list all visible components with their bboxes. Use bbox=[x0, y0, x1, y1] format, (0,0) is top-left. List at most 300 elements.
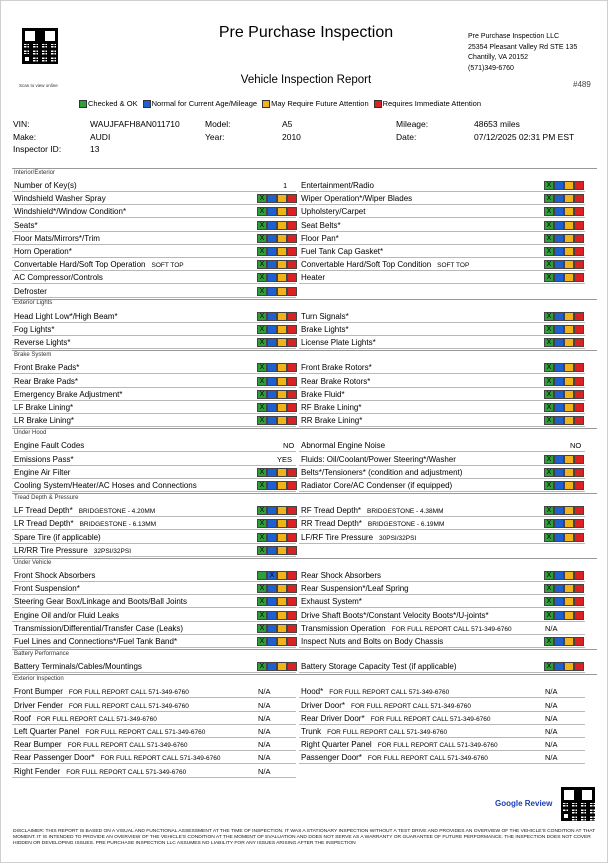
status-g-box-icon: X bbox=[544, 390, 554, 399]
inspection-item-label bbox=[301, 595, 362, 608]
item-note: FOR FULL REPORT CALL 571-349-6760 bbox=[66, 768, 187, 776]
mileage-label: Mileage: bbox=[396, 119, 429, 129]
item-value: N/A bbox=[258, 700, 271, 710]
item-name: Defroster bbox=[14, 286, 47, 296]
status-indicator bbox=[257, 546, 297, 555]
status-r-box-icon bbox=[287, 325, 297, 334]
status-r-box-icon bbox=[574, 312, 584, 321]
google-review-link[interactable]: Google Review bbox=[495, 799, 553, 808]
legend-label: May Require Future Attention bbox=[271, 99, 369, 108]
status-g-box-icon: X bbox=[544, 662, 554, 671]
inspection-row bbox=[12, 205, 296, 218]
inspection-item-label bbox=[301, 453, 456, 466]
status-g-box-icon: X bbox=[257, 624, 267, 633]
legend-swatch-icon bbox=[143, 100, 151, 108]
inspection-item-label bbox=[301, 531, 416, 545]
item-note: BRIDGESTONE - 6.19MM bbox=[367, 521, 445, 529]
status-b-box-icon bbox=[267, 637, 277, 646]
status-y-box-icon bbox=[277, 312, 287, 321]
status-indicator bbox=[544, 221, 584, 230]
item-name: Wiper Operation*/Wiper Blades bbox=[301, 194, 413, 204]
inspection-item-label bbox=[301, 271, 325, 284]
section-title: Interior/Exterior bbox=[14, 169, 56, 176]
inspection-row bbox=[299, 751, 585, 764]
item-note: FOR FULL REPORT CALL 571-349-6760 bbox=[36, 715, 157, 723]
item-name: Inspect Nuts and Bolts on Body Chassis bbox=[301, 637, 444, 646]
status-g-box-icon: X bbox=[544, 597, 554, 606]
item-name: Heater bbox=[301, 273, 326, 283]
status-indicator bbox=[544, 181, 584, 190]
item-name: Turn Signals* bbox=[301, 311, 349, 321]
inspection-item-label bbox=[301, 582, 409, 595]
status-y-box-icon bbox=[277, 338, 287, 347]
inspection-item-label bbox=[14, 285, 47, 298]
status-g-box-icon: X bbox=[257, 234, 267, 243]
status-b-box-icon bbox=[554, 325, 564, 334]
google-review-qr-icon[interactable] bbox=[561, 787, 595, 821]
inspection-row bbox=[12, 479, 296, 492]
item-value: N/A bbox=[258, 713, 271, 723]
inspection-item-label bbox=[14, 725, 205, 739]
status-g-box-icon: X bbox=[257, 468, 267, 477]
status-g-box-icon: X bbox=[257, 247, 267, 256]
status-y-box-icon bbox=[277, 584, 287, 593]
inspection-item-label bbox=[301, 310, 349, 323]
status-indicator bbox=[257, 637, 297, 646]
status-b-box-icon bbox=[554, 390, 564, 399]
item-name: Rear Brake Pads* bbox=[14, 376, 79, 386]
inspector-value: 13 bbox=[90, 144, 100, 154]
status-r-box-icon bbox=[287, 468, 297, 477]
item-name: Transmission Operation bbox=[301, 623, 386, 633]
inspection-item-label bbox=[301, 179, 374, 192]
model-label: Model: bbox=[205, 119, 231, 129]
item-name: Floor Pan* bbox=[301, 233, 339, 243]
status-y-box-icon bbox=[277, 519, 287, 528]
status-g-box-icon: X bbox=[257, 325, 267, 334]
inspection-item-label bbox=[14, 401, 73, 414]
item-name: RR Tread Depth* bbox=[301, 519, 362, 529]
section-divider bbox=[12, 350, 597, 351]
status-indicator bbox=[544, 403, 584, 412]
status-indicator bbox=[257, 481, 297, 490]
status-b-box-icon bbox=[554, 571, 564, 580]
item-value: NO bbox=[570, 441, 582, 451]
item-note: BRIDGESTONE - 4.20MM bbox=[78, 508, 156, 516]
inspection-row bbox=[299, 388, 585, 401]
legend-label: Requires Immediate Attention bbox=[382, 99, 482, 108]
status-r-box-icon bbox=[574, 416, 584, 425]
status-indicator bbox=[544, 519, 584, 528]
status-g-box-icon: X bbox=[544, 221, 554, 230]
item-name: LF/RF Tire Pressure bbox=[301, 532, 374, 542]
item-value: 1 bbox=[283, 181, 288, 190]
company-city: Chantilly, VA 20152 bbox=[468, 54, 529, 61]
inspection-row bbox=[299, 738, 585, 751]
inspection-row bbox=[12, 453, 296, 466]
inspection-row bbox=[12, 531, 296, 544]
status-y-box-icon bbox=[564, 247, 574, 256]
date-value: 07/12/2025 02:31 PM EST bbox=[474, 131, 575, 142]
item-name: Windshield*/Window Condition* bbox=[14, 207, 127, 217]
status-y-box-icon bbox=[564, 571, 574, 580]
status-b-box-icon bbox=[267, 363, 277, 372]
status-indicator bbox=[544, 247, 584, 256]
status-b-box-icon bbox=[267, 273, 277, 282]
item-name: Passenger Door* bbox=[301, 753, 362, 763]
inspection-item-label bbox=[14, 712, 157, 726]
vehicle-info-labels-3 bbox=[396, 118, 428, 143]
status-r-box-icon bbox=[287, 338, 297, 347]
status-indicator bbox=[544, 611, 584, 620]
inspection-item-label bbox=[301, 205, 365, 218]
status-y-box-icon bbox=[277, 325, 287, 334]
status-g-box-icon: X bbox=[544, 377, 554, 386]
status-g-box-icon: X bbox=[544, 338, 554, 347]
item-value: N/A bbox=[545, 687, 558, 697]
inspection-item-label bbox=[14, 738, 188, 752]
inspection-row bbox=[12, 310, 296, 323]
status-g-box-icon: X bbox=[544, 506, 554, 515]
inspection-row bbox=[299, 323, 585, 336]
item-name: Cooling System/Heater/AC Hoses and Connections bbox=[14, 481, 197, 490]
inspection-row bbox=[299, 414, 585, 427]
status-r-box-icon bbox=[574, 584, 584, 593]
inspection-item-label bbox=[14, 271, 103, 284]
status-r-box-icon bbox=[287, 416, 297, 425]
section-divider bbox=[12, 299, 597, 300]
status-r-box-icon bbox=[574, 363, 584, 372]
item-note: FOR FULL REPORT CALL 571-349-6760 bbox=[68, 689, 189, 697]
status-g-box-icon: X bbox=[544, 481, 554, 490]
status-b-box-icon bbox=[554, 519, 564, 528]
item-name: LF Tread Depth* bbox=[14, 506, 73, 516]
status-y-box-icon bbox=[277, 468, 287, 477]
inspection-row bbox=[299, 401, 585, 414]
status-indicator bbox=[257, 519, 297, 528]
item-name: Windshield Washer Spray bbox=[14, 194, 106, 204]
item-value: N/A bbox=[258, 687, 271, 697]
inspection-item-label bbox=[14, 635, 177, 648]
inspection-row bbox=[12, 751, 296, 764]
inspection-row bbox=[12, 595, 296, 608]
status-b-box-icon bbox=[554, 194, 564, 203]
year-label: Year: bbox=[205, 131, 225, 142]
date-label: Date: bbox=[396, 131, 417, 142]
vehicle-info-labels-2 bbox=[205, 118, 231, 143]
inspection-item-label bbox=[301, 466, 462, 479]
inspection-item-label bbox=[301, 751, 488, 765]
item-value: N/A bbox=[545, 753, 558, 763]
status-b-box-icon bbox=[267, 546, 277, 555]
status-y-box-icon bbox=[277, 273, 287, 282]
status-indicator bbox=[544, 234, 584, 243]
legend-item bbox=[143, 99, 257, 108]
section-title: Exterior Inspection bbox=[14, 675, 64, 682]
status-y-box-icon bbox=[277, 363, 287, 372]
item-value: N/A bbox=[545, 700, 558, 710]
inspection-row bbox=[299, 622, 585, 635]
status-y-box-icon bbox=[564, 662, 574, 671]
inspection-row bbox=[299, 310, 585, 323]
inspection-row bbox=[299, 582, 585, 595]
status-y-box-icon bbox=[277, 611, 287, 620]
status-r-box-icon bbox=[287, 377, 297, 386]
inspection-row bbox=[299, 375, 585, 388]
status-y-box-icon bbox=[564, 506, 574, 515]
item-name: Exhaust System* bbox=[301, 597, 362, 607]
page-title: Pre Purchase Inspection bbox=[218, 24, 394, 41]
status-r-box-icon bbox=[574, 403, 584, 412]
legend-item bbox=[79, 99, 138, 108]
item-name: LR/RR Tire Pressure bbox=[14, 545, 88, 555]
inspection-row bbox=[12, 219, 296, 232]
status-g-box-icon: X bbox=[544, 363, 554, 372]
inspection-item-label bbox=[14, 479, 197, 492]
status-b-box-icon bbox=[267, 247, 277, 256]
inspection-row bbox=[12, 271, 296, 284]
status-r-box-icon bbox=[574, 181, 584, 190]
inspection-row bbox=[299, 271, 585, 284]
inspection-row bbox=[12, 635, 296, 648]
item-note: FOR FULL REPORT CALL 571-349-6760 bbox=[85, 729, 206, 736]
status-indicator bbox=[257, 468, 297, 477]
item-name: Engine Oil and/or Fluid Leaks bbox=[14, 610, 119, 620]
status-indicator bbox=[257, 403, 297, 412]
inspection-item-label bbox=[14, 310, 118, 323]
vehicle-info-values-1 bbox=[90, 118, 180, 156]
section-divider bbox=[12, 493, 597, 494]
inspection-row bbox=[299, 439, 585, 452]
vehicle-info-labels-1 bbox=[13, 118, 61, 156]
inspection-row bbox=[299, 569, 585, 582]
status-y-box-icon bbox=[564, 416, 574, 425]
status-b-box-icon bbox=[267, 519, 277, 528]
section-title: Tread Depth & Pressure bbox=[14, 494, 79, 501]
status-y-box-icon bbox=[564, 194, 574, 203]
item-note: 30PSI/32PSI bbox=[379, 534, 417, 542]
inspection-row bbox=[299, 466, 585, 479]
status-r-box-icon bbox=[574, 481, 584, 490]
status-indicator bbox=[544, 571, 584, 580]
inspection-row bbox=[299, 660, 585, 673]
inspection-row bbox=[12, 504, 296, 517]
status-r-box-icon bbox=[287, 363, 297, 372]
item-name: Right Fender bbox=[14, 766, 61, 776]
inspection-item-label bbox=[14, 361, 79, 374]
status-b-box-icon bbox=[554, 506, 564, 515]
item-name: Driver Door* bbox=[301, 700, 346, 710]
section-divider bbox=[12, 558, 597, 559]
status-indicator bbox=[544, 390, 584, 399]
status-g-box-icon: X bbox=[544, 207, 554, 216]
make-label: Make: bbox=[13, 131, 37, 142]
inspection-item-label bbox=[301, 712, 491, 726]
inspection-row bbox=[12, 375, 296, 388]
inspection-row bbox=[12, 517, 296, 530]
inspection-row bbox=[299, 179, 585, 192]
status-b-box-icon bbox=[554, 312, 564, 321]
status-r-box-icon bbox=[574, 194, 584, 203]
status-y-box-icon bbox=[564, 481, 574, 490]
item-name: License Plate Lights* bbox=[301, 338, 376, 348]
inspection-row bbox=[299, 453, 585, 466]
status-y-box-icon bbox=[277, 260, 287, 269]
status-indicator bbox=[257, 611, 297, 620]
status-r-box-icon bbox=[287, 571, 297, 580]
item-name: Driver Fender bbox=[14, 700, 63, 710]
status-indicator bbox=[544, 468, 584, 477]
legend-swatch-icon bbox=[374, 100, 382, 108]
status-b-box-icon bbox=[267, 234, 277, 243]
inspection-item-label bbox=[301, 219, 341, 232]
legend-label: Checked & OK bbox=[88, 99, 138, 108]
status-b-box-icon bbox=[554, 207, 564, 216]
inspection-row bbox=[12, 765, 296, 778]
inspection-item-label bbox=[301, 232, 339, 245]
item-name: LR Tread Depth* bbox=[14, 519, 74, 529]
status-indicator bbox=[544, 533, 584, 542]
status-r-box-icon bbox=[287, 207, 297, 216]
inspection-item-label bbox=[14, 622, 183, 635]
item-note: FOR FULL REPORT CALL 571-349-6760 bbox=[327, 729, 448, 736]
item-name: Entertainment/Radio bbox=[301, 181, 374, 190]
status-r-box-icon bbox=[287, 260, 297, 269]
status-r-box-icon bbox=[574, 247, 584, 256]
status-b-box-icon bbox=[554, 363, 564, 372]
inspection-item-label bbox=[14, 388, 123, 401]
item-name: Trunk bbox=[301, 727, 322, 736]
status-r-box-icon bbox=[574, 468, 584, 477]
item-name: Battery Terminals/Cables/Mountings bbox=[14, 662, 142, 672]
company-address bbox=[468, 32, 577, 74]
status-indicator bbox=[544, 455, 584, 464]
inspection-item-label bbox=[14, 439, 84, 452]
status-g-box-icon: X bbox=[257, 597, 267, 606]
status-g-box-icon: X bbox=[544, 403, 554, 412]
status-g-box-icon: X bbox=[257, 611, 267, 620]
status-r-box-icon bbox=[574, 377, 584, 386]
status-g-box-icon: X bbox=[257, 403, 267, 412]
inspection-item-label bbox=[14, 375, 78, 388]
inspection-item-label bbox=[301, 258, 469, 272]
status-y-box-icon bbox=[277, 403, 287, 412]
inspection-row bbox=[12, 466, 296, 479]
status-g-box-icon: X bbox=[257, 662, 267, 671]
status-y-box-icon bbox=[564, 312, 574, 321]
item-name: Floor Mats/Mirrors*/Trim bbox=[14, 233, 100, 243]
inspection-item-label bbox=[14, 336, 70, 349]
status-r-box-icon bbox=[287, 597, 297, 606]
status-g-box-icon: X bbox=[544, 611, 554, 620]
status-indicator bbox=[544, 194, 584, 203]
inspection-row bbox=[299, 595, 585, 608]
status-y-box-icon bbox=[564, 390, 574, 399]
item-name: Engine Fault Codes bbox=[14, 441, 85, 451]
status-b-box-icon bbox=[267, 662, 277, 671]
inspection-item-label bbox=[14, 179, 77, 192]
inspector-label: Inspector ID: bbox=[13, 144, 62, 154]
inspection-item-label bbox=[14, 245, 72, 258]
status-b-box-icon bbox=[554, 468, 564, 477]
section-divider bbox=[12, 428, 597, 429]
status-y-box-icon bbox=[277, 637, 287, 646]
report-subtitle: Vehicle Inspection Report bbox=[240, 74, 372, 86]
status-indicator bbox=[257, 221, 297, 230]
inspection-item-label bbox=[14, 504, 155, 518]
item-note: FOR FULL REPORT CALL 571-349-6760 bbox=[351, 702, 471, 710]
qr-code-icon[interactable] bbox=[22, 28, 58, 64]
item-name: Upholstery/Carpet bbox=[301, 207, 366, 217]
inspection-row bbox=[12, 245, 296, 258]
status-indicator bbox=[257, 624, 297, 633]
status-indicator bbox=[257, 312, 297, 321]
item-value: N/A bbox=[258, 766, 271, 776]
inspection-item-label bbox=[14, 466, 70, 479]
inspection-row bbox=[12, 336, 296, 349]
status-g-box-icon: X bbox=[257, 260, 267, 269]
item-name: Rear Shock Absorbers bbox=[301, 571, 382, 580]
status-r-box-icon bbox=[287, 273, 297, 282]
item-name: Left Quarter Panel bbox=[14, 727, 80, 736]
item-name: AC Compressor/Controls bbox=[14, 273, 103, 283]
status-b-box-icon bbox=[267, 597, 277, 606]
item-name: Front Brake Rotors* bbox=[301, 363, 372, 373]
status-g-box-icon: X bbox=[257, 273, 267, 282]
status-y-box-icon bbox=[564, 611, 574, 620]
item-name: Rear Passenger Door* bbox=[14, 753, 95, 763]
status-indicator bbox=[257, 273, 297, 282]
item-note: FOR FULL REPORT CALL 571-349-6760 bbox=[391, 625, 512, 633]
inspection-item-label bbox=[301, 375, 370, 388]
status-indicator bbox=[544, 312, 584, 321]
status-b-box-icon bbox=[554, 662, 564, 671]
status-b-box-icon bbox=[554, 416, 564, 425]
status-y-box-icon bbox=[564, 325, 574, 334]
status-b-box-icon bbox=[267, 194, 277, 203]
status-y-box-icon bbox=[277, 287, 287, 296]
status-y-box-icon bbox=[277, 533, 287, 542]
item-name: Brake Fluid* bbox=[301, 389, 345, 399]
inspection-item-label bbox=[14, 699, 189, 713]
inspection-row bbox=[12, 609, 296, 622]
status-indicator bbox=[544, 377, 584, 386]
item-name: Seats* bbox=[14, 220, 38, 230]
item-name: Rear Brake Rotors* bbox=[301, 376, 371, 386]
status-r-box-icon bbox=[574, 597, 584, 606]
inspection-item-label bbox=[14, 569, 95, 582]
status-indicator bbox=[257, 194, 297, 203]
status-b-box-icon bbox=[554, 481, 564, 490]
inspection-item-label bbox=[301, 699, 471, 713]
status-b-box-icon bbox=[267, 260, 277, 269]
inspection-row bbox=[12, 582, 296, 595]
status-g-box-icon: X bbox=[544, 194, 554, 203]
inspection-row bbox=[12, 179, 296, 192]
inspection-item-label bbox=[14, 765, 186, 779]
inspection-item-label bbox=[14, 192, 106, 205]
item-name: Fluids: Oil/Coolant/Power Steering*/Washer bbox=[301, 454, 456, 464]
inspection-row bbox=[299, 258, 585, 271]
status-indicator bbox=[544, 637, 584, 646]
section-title: Exterior Lights bbox=[14, 300, 53, 307]
status-b-box-icon bbox=[267, 584, 277, 593]
vin-value: WAUJFAFH8AN011710 bbox=[90, 119, 180, 129]
item-note: FOR FULL REPORT CALL 571-349-6760 bbox=[100, 755, 221, 763]
item-name: Spare Tire (if applicable) bbox=[14, 532, 101, 542]
status-b-box-icon bbox=[267, 221, 277, 230]
status-r-box-icon bbox=[574, 390, 584, 399]
